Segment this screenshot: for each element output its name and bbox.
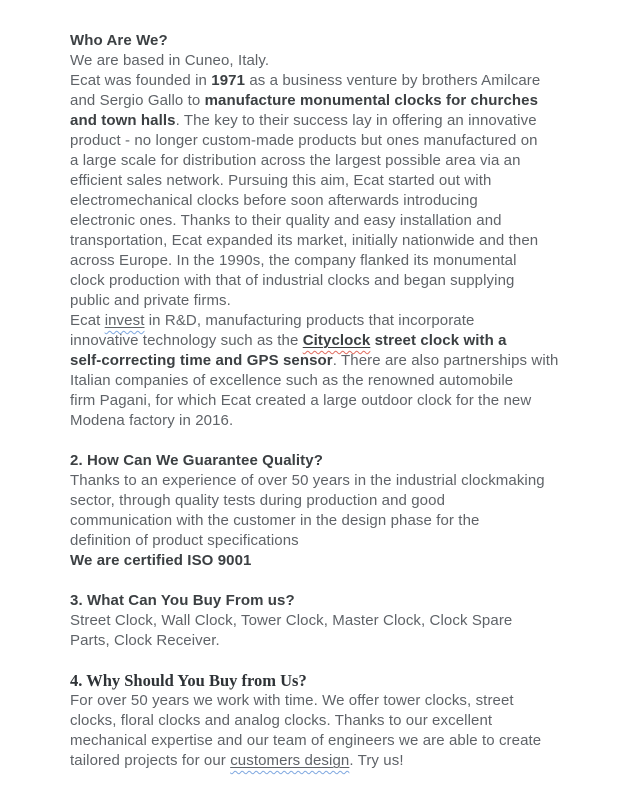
text-segment: Street Clock, Wall Clock, Tower Clock, Master Clock, Clock Spare [70, 612, 513, 629]
text-line [70, 231, 570, 251]
text-line [70, 691, 570, 711]
text-segment: a large scale for distribution across the largest possible area via an [70, 152, 521, 169]
text-line [70, 151, 570, 171]
text-line [70, 71, 570, 91]
text-segment: efficient sales network. Pursuing this aim, Ecat started out with [70, 172, 492, 189]
grammar-flagged-word[interactable] [105, 312, 145, 329]
text-segment: product - no longer custom-made products but ones manufactured on [70, 132, 538, 149]
text-segment: customers design [230, 752, 350, 769]
text-segment: . Try us! [349, 752, 404, 769]
text-line [70, 171, 570, 191]
text-segment: definition of product specifications [70, 532, 299, 549]
text-segment: transportation, Ecat expanded its market, initially nationwide and then [70, 232, 539, 249]
text-segment: invest [104, 312, 145, 329]
text-line [70, 371, 570, 391]
text-segment: Cityclock [302, 332, 371, 349]
text-line [70, 631, 570, 651]
section-heading [70, 591, 570, 611]
grammar-flagged-word[interactable] [230, 752, 349, 769]
text-segment: as a business venture by brothers Amilcare [245, 72, 541, 89]
text-segment: Italian companies of excellence such as the renowned automobile [70, 372, 514, 389]
text-line [70, 411, 570, 431]
text-line [70, 391, 570, 411]
text-segment: 2. How Can We Guarantee Quality? [70, 452, 323, 469]
text-segment: Parts, Clock Receiver. [70, 632, 220, 649]
text-segment: electromechanical clocks before soon afterwards introducing [70, 192, 478, 209]
text-segment: sector, through quality tests during production and good [70, 492, 446, 509]
spelling-flagged-word[interactable] [303, 332, 371, 349]
text-line [70, 351, 570, 371]
text-line [70, 251, 570, 271]
text-line [70, 211, 570, 231]
text-line [70, 191, 570, 211]
text-line [70, 291, 570, 311]
text-segment: 1971 [211, 72, 246, 89]
text-segment: 3. What Can You Buy From us? [70, 592, 295, 609]
text-segment: 4. Why Should You Buy from Us? [70, 671, 307, 690]
article-content[interactable] [70, 31, 570, 771]
section-heading [70, 671, 570, 691]
blank-line [70, 571, 570, 591]
text-line [70, 511, 570, 531]
text-line [70, 531, 570, 551]
text-line [70, 111, 570, 131]
blank-line [70, 651, 570, 671]
text-segment: and Sergio Gallo to [70, 92, 205, 109]
text-segment: . There are also partnerships with [332, 352, 559, 369]
text-segment: across Europe. In the 1990s, the company flanked its monumental [70, 252, 517, 269]
text-line [70, 711, 570, 731]
section-heading [70, 31, 570, 51]
text-line [70, 731, 570, 751]
text-line [70, 471, 570, 491]
text-segment: We are based in Cuneo, Italy. [70, 52, 270, 69]
text-segment: Ecat was founded in [70, 72, 212, 89]
text-segment: in R&D, manufacturing products that incorporate [144, 312, 475, 329]
text-segment: Modena factory in 2016. [70, 412, 234, 429]
text-line [70, 551, 570, 571]
text-segment: For over 50 years we work with time. We offer tower clocks, street [70, 692, 514, 709]
text-segment: Thanks to an experience of over 50 years in the industrial clockmaking [70, 472, 545, 489]
text-segment: clock production with that of industrial clocks and began supplying [70, 272, 515, 289]
text-line [70, 91, 570, 111]
text-segment: street clock with a [370, 332, 507, 349]
text-segment: manufacture monumental clocks for churches [204, 92, 539, 109]
text-segment: . The key to their success lay in offering an innovative [175, 112, 537, 129]
section-heading [70, 451, 570, 471]
text-segment: mechanical expertise and our team of engineers we are able to create [70, 732, 542, 749]
text-line [70, 311, 570, 331]
text-segment: electronic ones. Thanks to their quality and easy installation and [70, 212, 502, 229]
text-line [70, 51, 570, 71]
text-segment: self-correcting time and GPS sensor [70, 352, 333, 369]
blank-line [70, 431, 570, 451]
text-line [70, 491, 570, 511]
text-line [70, 271, 570, 291]
text-segment: We are certified ISO 9001 [70, 552, 252, 569]
text-segment: communication with the customer in the design phase for the [70, 512, 480, 529]
text-segment: innovative technology such as the [70, 332, 303, 349]
text-segment: Ecat [70, 312, 105, 329]
text-segment: public and private firms. [70, 292, 231, 309]
text-segment: clocks, floral clocks and analog clocks. Thanks to our excellent [70, 712, 493, 729]
text-line [70, 751, 570, 771]
text-line [70, 131, 570, 151]
text-segment: and town halls [70, 112, 176, 129]
text-line [70, 331, 570, 351]
text-segment: tailored projects for our [70, 752, 231, 769]
text-line [70, 611, 570, 631]
text-segment: firm Pagani, for which Ecat created a large outdoor clock for the new [70, 392, 532, 409]
text-segment: Who Are We? [70, 32, 168, 49]
